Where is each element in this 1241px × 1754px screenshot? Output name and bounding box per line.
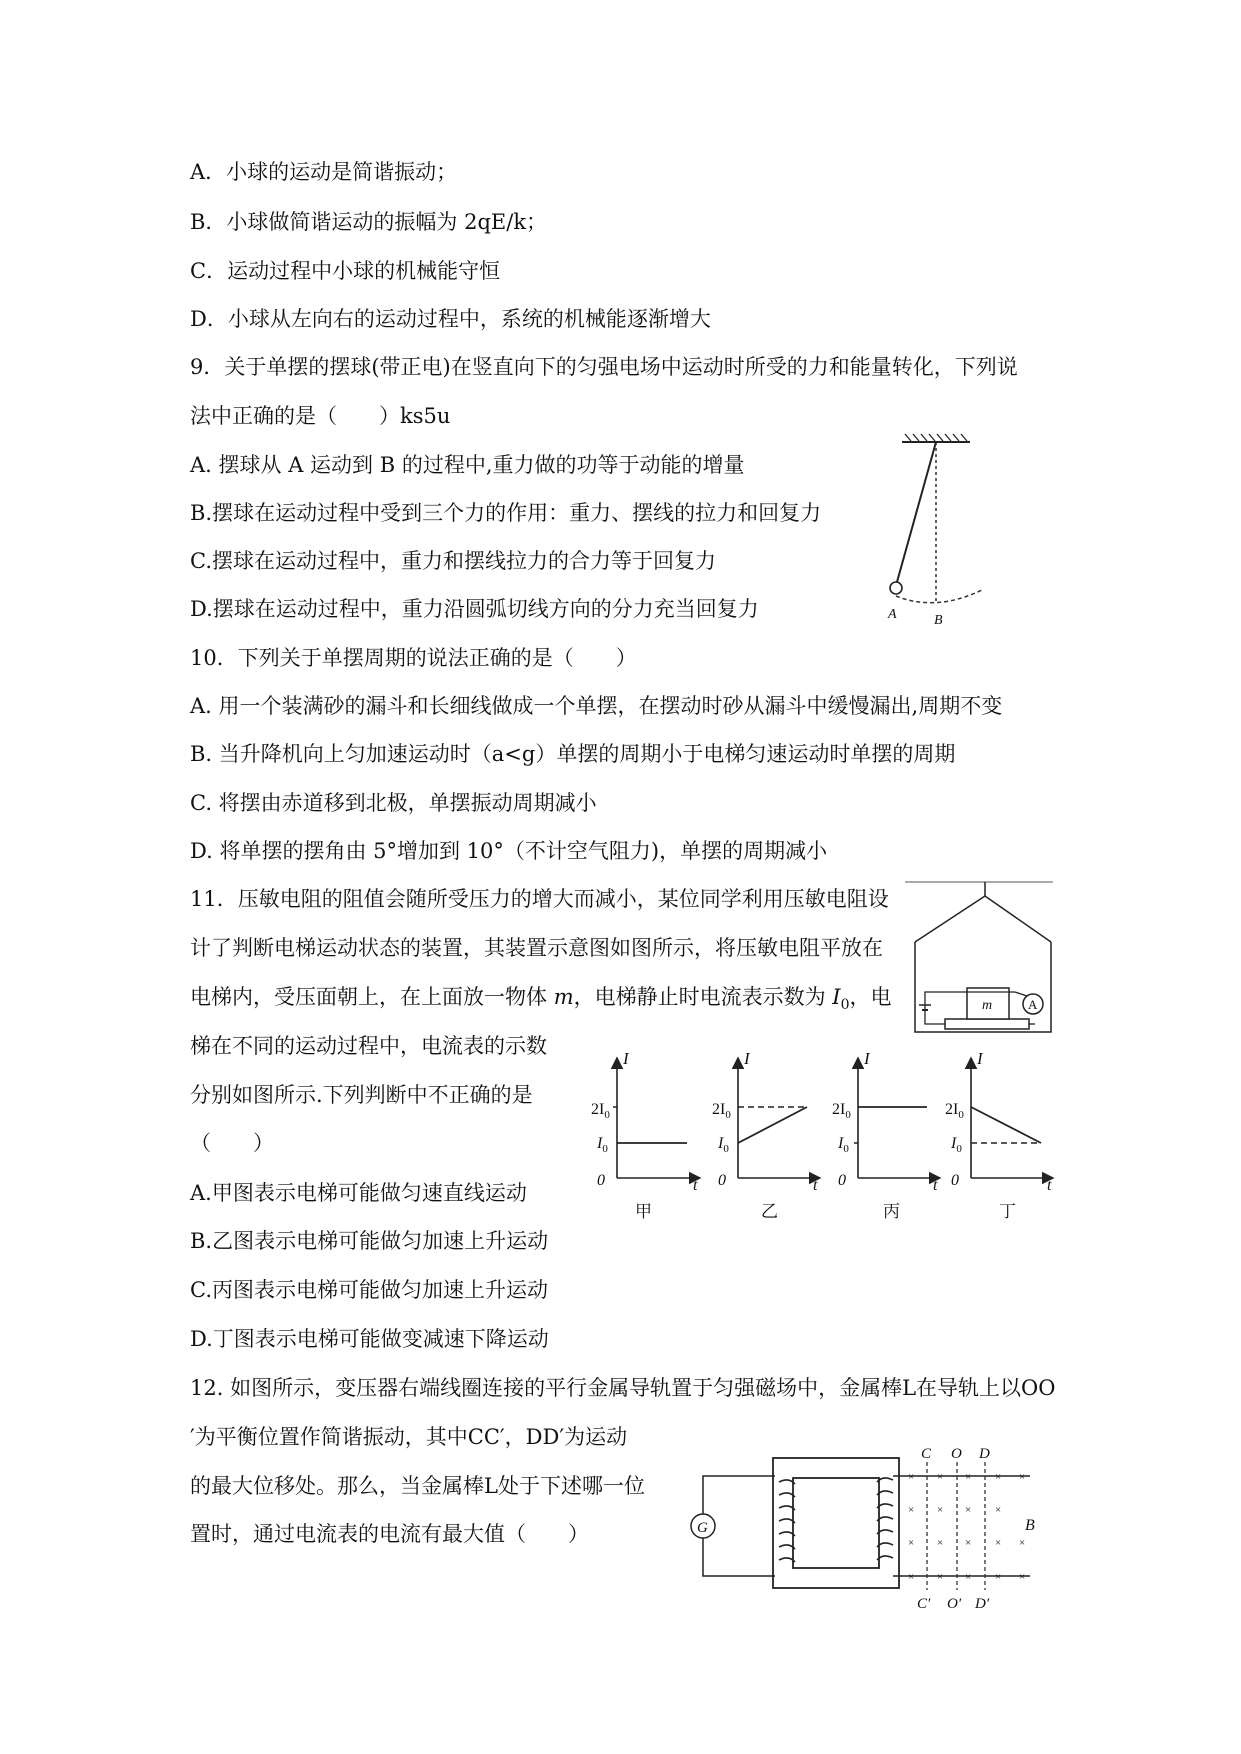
svg-text:×: ×: [995, 1571, 1002, 1583]
tick-i0: $I_0$: [951, 1135, 962, 1155]
svg-text:×: ×: [995, 1504, 1002, 1516]
q12-stem-line4: 置时，通过电流表的电流有最大值（ ）: [190, 1522, 589, 1546]
q10-option-a: A. 用一个装满砂的漏斗和长细线做成一个单摆，在摆动时砂从漏斗中缓慢漏出,周期不变: [190, 694, 1003, 718]
q8-option-a: A．小球的运动是简谐振动；: [190, 160, 458, 184]
q9-stem-line2: 法中正确的是（ ）ks5u: [190, 404, 451, 428]
q8-option-c: C．运动过程中小球的机械能守恒: [190, 259, 501, 283]
axis-i: I: [864, 1049, 870, 1068]
axis-t: t: [1047, 1177, 1052, 1194]
graph-bing: [832, 1049, 940, 1221]
svg-text:×: ×: [995, 1537, 1002, 1549]
graph-name: 丙: [883, 1202, 900, 1221]
axis-t: t: [693, 1177, 698, 1194]
q10-stem: 10．下列关于单摆周期的说法正确的是（ ）: [190, 646, 637, 670]
q11-option-a: A.甲图表示电梯可能做匀速直线运动: [190, 1181, 527, 1205]
svg-text:×: ×: [908, 1571, 915, 1583]
svg-text:×: ×: [908, 1471, 915, 1483]
q11-stem-line4: 梯在不同的运动过程中，电流表的示数: [190, 1034, 547, 1058]
q9-stem-line1: 9．关于单摆的摆球(带正电)在竖直向下的匀强电场中运动时所受的力和能量转化，下列说: [190, 355, 1018, 379]
svg-text:×: ×: [965, 1571, 972, 1583]
q9-option-b: B.摆球在运动过程中受到三个力的作用：重力、摆线的拉力和回复力: [190, 501, 822, 525]
q12-stem-line2: ′为平衡位置作简谐振动，其中CC′，DD′为运动: [190, 1425, 628, 1449]
tick-i0: $I_0$: [838, 1135, 849, 1155]
field-crosses: [908, 1471, 1025, 1583]
axis-i: I: [977, 1049, 983, 1068]
tick-i0: $I_0$: [597, 1135, 608, 1155]
svg-text:×: ×: [937, 1504, 944, 1516]
tick-2i0: $2I_0$: [712, 1101, 731, 1121]
tick-2i0: $2I_0$: [591, 1101, 610, 1121]
elevator-device-figure: [905, 880, 1055, 1040]
q9-option-a: A. 摆球从 A 运动到 B 的过程中,重力做的功等于动能的增量: [190, 453, 745, 477]
q10-option-c: C. 将摆由赤道移到北极，单摆振动周期减小: [190, 791, 597, 815]
q10-option-d: D. 将单摆的摆角由 5°增加到 10°（不计空气阻力)，单摆的周期减小: [190, 839, 828, 863]
axis-i: I: [744, 1049, 750, 1068]
label-d-prime: D′: [975, 1596, 990, 1612]
label-c: C: [921, 1446, 932, 1462]
origin: 0: [838, 1172, 846, 1189]
field-label: B: [1025, 1517, 1035, 1534]
graph-jia: [591, 1049, 700, 1221]
tick-2i0: $2I_0$: [832, 1101, 851, 1121]
q8-option-d: D．小球从左向右的运动过程中，系统的机械能逐渐增大: [190, 307, 711, 331]
label-o: O: [951, 1446, 962, 1462]
svg-text:×: ×: [1019, 1537, 1026, 1549]
pendulum-figure: [880, 430, 990, 630]
origin: 0: [951, 1172, 959, 1189]
galvanometer-label: G: [697, 1520, 708, 1536]
label-c-prime: C′: [917, 1596, 931, 1612]
q9-option-d: D.摆球在运动过程中，重力沿圆弧切线方向的分力充当回复力: [190, 597, 759, 621]
axis-t: t: [813, 1177, 818, 1194]
q11-stem-line6: （ ）: [190, 1131, 274, 1155]
tick-i0: $I_0$: [718, 1135, 729, 1155]
q11-option-c: C.丙图表示电梯可能做匀加速上升运动: [190, 1278, 548, 1302]
q11-stem-line3: 电梯内，受压面朝上，在上面放一物体 m，电梯静止时电流表示数为 $I_0$，电: [190, 985, 892, 1014]
svg-text:×: ×: [995, 1471, 1002, 1483]
svg-text:×: ×: [965, 1471, 972, 1483]
graph-yi: [712, 1049, 820, 1221]
origin: 0: [597, 1172, 605, 1189]
q11-stem-line2: 计了判断电梯运动状态的装置，其装置示意图如图所示，将压敏电阻平放在: [190, 936, 883, 960]
q12-stem-line1: 12. 如图所示，变压器右端线圈连接的平行金属导轨置于匀强磁场中，金属棒L在导轨上以OO: [190, 1376, 1056, 1400]
graph-ding: [945, 1049, 1053, 1221]
q11-stem-line5: 分别如图所示.下列判断中不正确的是: [190, 1083, 533, 1107]
transformer-rails-figure: [685, 1440, 1065, 1620]
svg-text:×: ×: [937, 1571, 944, 1583]
axis-i: I: [623, 1049, 629, 1068]
q12-stem-line3: 的最大位移处。那么，当金属棒L处于下述哪一位: [190, 1474, 645, 1498]
q9-option-c: C.摆球在运动过程中，重力和摆线拉力的合力等于回复力: [190, 549, 716, 573]
label-o-prime: O′: [947, 1596, 962, 1612]
graph-name: 丁: [999, 1202, 1016, 1221]
q10-option-b: B. 当升降机向上匀加速运动时（a<g）单摆的周期小于电梯匀速运动时单摆的周期: [190, 742, 956, 766]
svg-text:×: ×: [965, 1537, 972, 1549]
svg-text:×: ×: [908, 1504, 915, 1516]
origin: 0: [718, 1172, 726, 1189]
label-b: B: [934, 613, 943, 628]
q8-option-b: B．小球做简谐运动的振幅为 2qE/k；: [190, 210, 548, 234]
graph-name: 甲: [635, 1202, 652, 1221]
q11-option-b: B.乙图表示电梯可能做匀加速上升运动: [190, 1229, 549, 1253]
axis-t: t: [933, 1177, 938, 1194]
svg-text:×: ×: [908, 1537, 915, 1549]
tick-2i0: $2I_0$: [945, 1101, 964, 1121]
label-a: A: [888, 607, 897, 622]
q11-option-d: D.丁图表示电梯可能做变减速下降运动: [190, 1327, 549, 1351]
current-time-graphs: [575, 1040, 1105, 1230]
q11-stem-line1: 11．压敏电阻的阻值会随所受压力的增大而减小，某位同学利用压敏电阻设: [190, 887, 889, 911]
svg-text:×: ×: [1019, 1471, 1026, 1483]
ammeter-label: A: [1028, 997, 1038, 1012]
svg-text:×: ×: [937, 1471, 944, 1483]
graph-name: 乙: [761, 1202, 778, 1221]
label-d: D: [979, 1446, 990, 1462]
mass-label: m: [982, 998, 993, 1013]
svg-text:×: ×: [965, 1504, 972, 1516]
svg-text:×: ×: [937, 1537, 944, 1549]
svg-text:×: ×: [1019, 1571, 1026, 1583]
